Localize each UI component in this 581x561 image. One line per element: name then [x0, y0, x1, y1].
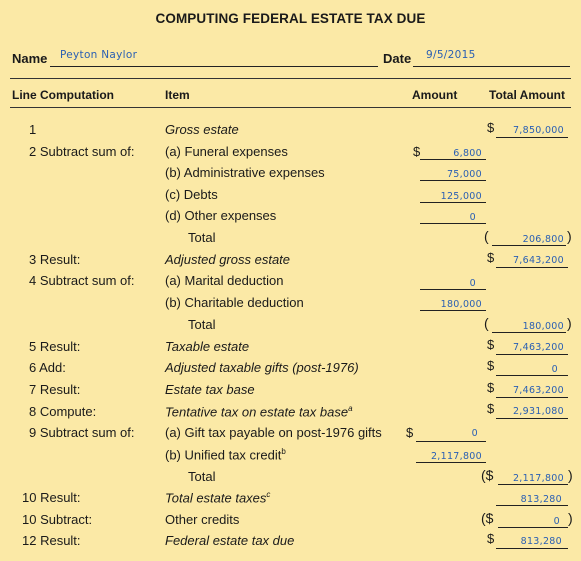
header-amount: Amount: [412, 88, 458, 102]
close-paren: ): [567, 315, 572, 331]
date-label: Date: [383, 51, 412, 66]
item-label: (a) Funeral expenses: [165, 144, 288, 159]
item-label: (a) Gift tax payable on post-1976 gifts: [165, 425, 382, 440]
amount-value[interactable]: 180,000: [440, 299, 482, 310]
total-value[interactable]: 7,463,200: [512, 385, 564, 396]
item-label: Taxable estate: [165, 339, 250, 354]
total-field-line: [496, 267, 568, 268]
total-value[interactable]: 180,000: [522, 321, 564, 332]
open-paren: (: [484, 228, 489, 244]
footnote-marker: a: [348, 404, 353, 413]
total-value[interactable]: 2,117,800: [512, 473, 564, 484]
total-value[interactable]: 7,463,200: [512, 342, 564, 353]
amount-field-line: [420, 202, 486, 203]
amount-value[interactable]: 125,000: [440, 191, 482, 202]
footnote-marker: c: [266, 490, 271, 499]
total-field-line: [496, 505, 568, 506]
total-value[interactable]: 813,280: [520, 494, 562, 505]
open-paren-dollar: ($: [481, 510, 494, 526]
close-paren: ): [567, 228, 572, 244]
date-value[interactable]: 9/5/2015: [426, 49, 476, 61]
amount-value[interactable]: 75,000: [446, 169, 482, 180]
line-number: 8 Compute:: [29, 404, 97, 419]
line-number: 5 Result:: [29, 339, 81, 354]
item-label: Federal estate tax due: [165, 533, 295, 548]
amount-field-line: [420, 180, 486, 181]
total-field-line: [496, 418, 568, 419]
amount-field-line: [416, 441, 486, 442]
item-label: Estate tax base: [165, 382, 255, 397]
total-field-line: [496, 354, 568, 355]
dollar-sign: $: [413, 144, 421, 159]
open-paren-dollar: ($: [481, 467, 494, 483]
item-label: Gross estate: [165, 122, 239, 137]
total-field-line: [498, 484, 568, 485]
line-number: 3 Result:: [29, 252, 81, 267]
header-total-amount: Total Amount: [489, 88, 565, 102]
item-label: (d) Other expenses: [165, 208, 277, 223]
total-value[interactable]: 206,800: [522, 234, 564, 245]
line-number: 10 Subtract:: [22, 512, 93, 527]
amount-field-line: [416, 462, 486, 463]
dollar-sign: $: [487, 531, 495, 546]
item-label: Other credits: [165, 512, 240, 527]
total-field-line: [496, 137, 568, 138]
close-paren: ): [568, 510, 573, 526]
worksheet-title: COMPUTING FEDERAL ESTATE TAX DUE: [155, 11, 426, 26]
total-field-line: [496, 375, 568, 376]
item-label: Total: [188, 230, 216, 245]
total-value[interactable]: 7,643,200: [512, 255, 564, 266]
header-bottom-rule: [10, 107, 571, 108]
line-number: 10 Result:: [22, 490, 81, 505]
line-number: 1: [29, 122, 37, 137]
total-value[interactable]: 0: [553, 516, 560, 527]
name-underline: [50, 66, 378, 67]
line-number: 12 Result:: [22, 533, 81, 548]
name-label: Name: [12, 51, 48, 66]
line-number: 4 Subtract sum of:: [29, 273, 135, 288]
item-label: Total estate taxes$^c$: [165, 490, 271, 506]
total-field-line: [492, 332, 566, 333]
line-number: 7 Result:: [29, 382, 81, 397]
amount-value[interactable]: 6,800: [453, 148, 482, 159]
open-paren: (: [484, 315, 489, 331]
total-field-line: [492, 245, 566, 246]
amount-field-line: [420, 159, 486, 160]
amount-value[interactable]: 0: [469, 278, 476, 289]
item-label: (b) Charitable deduction: [165, 295, 304, 310]
line-number: 6 Add:: [29, 360, 66, 375]
item-label: Total: [188, 317, 216, 332]
total-value[interactable]: 7,850,000: [512, 125, 564, 136]
item-label: Tentative tax on estate tax base$^a$: [165, 404, 353, 420]
footnote-marker: b: [281, 447, 286, 456]
total-field-line: [496, 548, 568, 549]
amount-field-line: [420, 310, 486, 311]
item-label: (c) Debts: [165, 187, 218, 202]
dollar-sign: $: [406, 425, 414, 440]
header-item: Item: [165, 88, 190, 102]
header-top-rule: [10, 78, 571, 79]
amount-value[interactable]: 0: [469, 212, 476, 223]
date-underline: [413, 66, 570, 67]
total-field-line: [498, 527, 568, 528]
amount-field-line: [420, 223, 486, 224]
header-line-computation: Line Computation: [12, 88, 114, 102]
dollar-sign: $: [487, 337, 495, 352]
item-label: Total: [188, 469, 216, 484]
dollar-sign: $: [487, 250, 495, 265]
item-label: Adjusted gross estate: [165, 252, 291, 267]
dollar-sign: $: [487, 120, 495, 135]
total-field-line: [496, 397, 568, 398]
item-label: (b) Administrative expenses: [165, 165, 325, 180]
amount-value[interactable]: 0: [471, 428, 478, 439]
line-number: 9 Subtract sum of:: [29, 425, 135, 440]
total-value[interactable]: 2,931,080: [512, 406, 564, 417]
line-number: 2 Subtract sum of:: [29, 144, 135, 159]
item-label: (b) Unified tax credit$^b$: [165, 447, 286, 463]
total-value[interactable]: 813,280: [520, 536, 562, 547]
dollar-sign: $: [487, 380, 495, 395]
item-label: Adjusted taxable gifts (post-1976): [165, 360, 359, 375]
amount-value[interactable]: 2,117,800: [430, 451, 482, 462]
amount-field-line: [420, 289, 486, 290]
item-label: (a) Marital deduction: [165, 273, 284, 288]
close-paren: ): [568, 467, 573, 483]
total-value[interactable]: 0: [551, 364, 558, 375]
name-value[interactable]: Peyton Naylor: [60, 49, 138, 61]
dollar-sign: $: [487, 358, 495, 373]
dollar-sign: $: [487, 401, 495, 416]
